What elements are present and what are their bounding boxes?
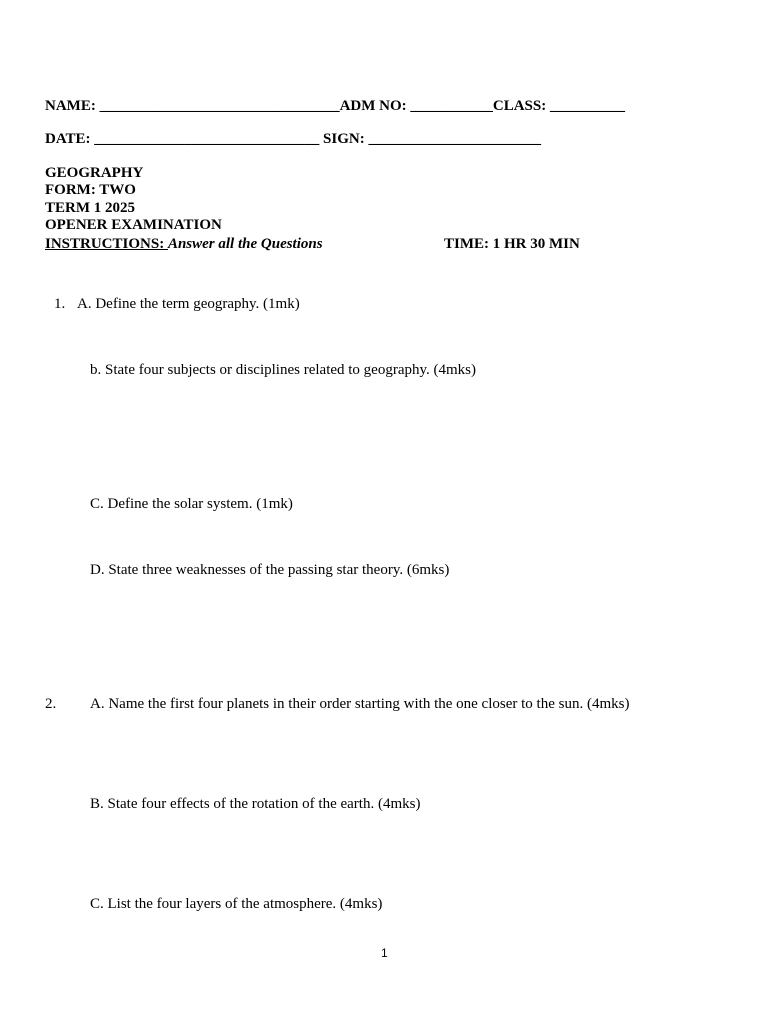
question-2c: C. List the four layers of the atmosphere. (4mks)	[90, 896, 383, 912]
instructions-label: INSTRUCTIONS:	[45, 236, 168, 252]
form-label: FORM: TWO	[45, 182, 136, 198]
question-number: 2.	[45, 696, 57, 712]
question-number: 1.	[54, 296, 66, 312]
name-adm-class-line: NAME: ________________________________ADM NO: ___________CLASS: __________	[45, 98, 625, 114]
exam-title: OPENER EXAMINATION	[45, 217, 222, 233]
instructions-line	[45, 235, 323, 253]
date-sign-line: DATE: ______________________________ SIGN: _______________________	[45, 131, 541, 147]
instructions-text: Answer all the Questions	[167, 236, 323, 252]
question-1d: D. State three weaknesses of the passing star theory. (6mks)	[90, 562, 450, 578]
question-1c: C. Define the solar system. (1mk)	[90, 496, 293, 512]
question-2a: A. Name the first four planets in their order starting with the one closer to the sun. (4mks)	[90, 696, 630, 712]
time-label: TIME: 1 HR 30 MIN	[444, 236, 580, 252]
subject-title: GEOGRAPHY	[45, 165, 144, 181]
question-1a: A. Define the term geography. (1mk)	[77, 296, 300, 312]
question-1b: b. State four subjects or disciplines related to geography. (4mks)	[90, 362, 477, 378]
term-label: TERM 1 2025	[45, 200, 135, 216]
page-number: 1	[381, 946, 388, 960]
question-2b: B. State four effects of the rotation of the earth. (4mks)	[90, 796, 421, 812]
